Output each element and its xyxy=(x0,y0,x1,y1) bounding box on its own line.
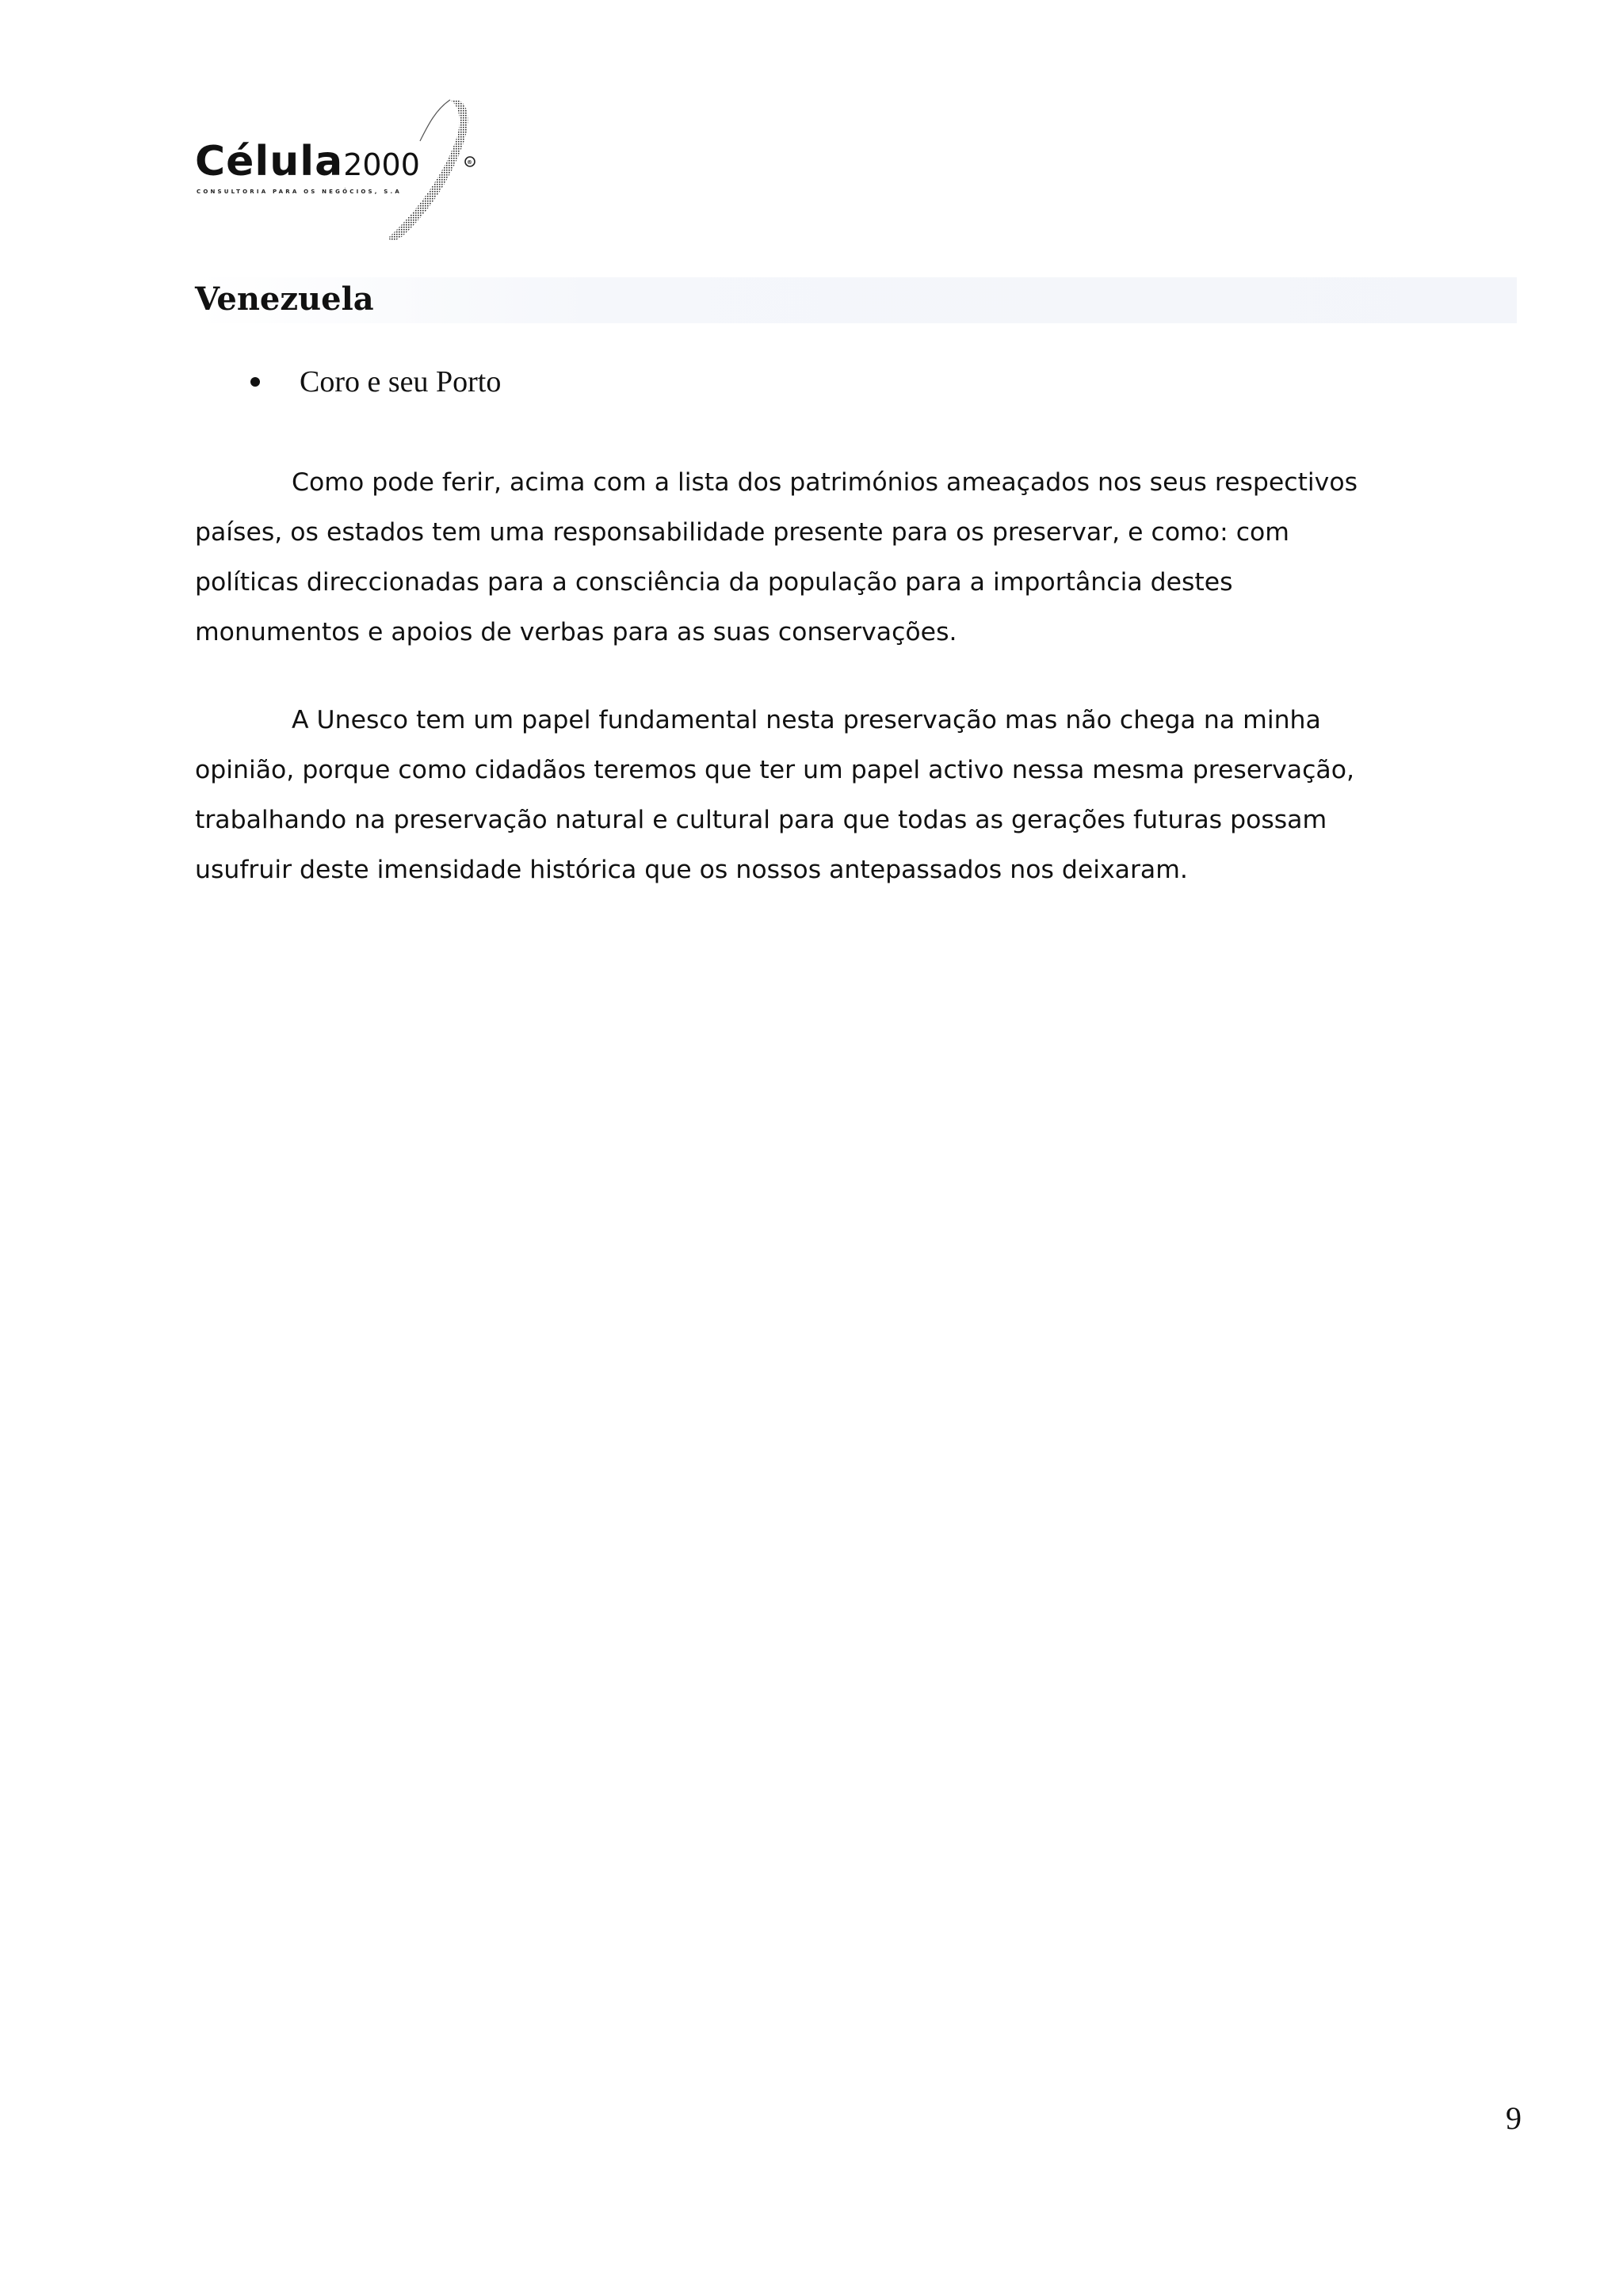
paragraph-line: A Unesco tem um papel fundamental nesta preservação mas não chega na minha xyxy=(292,706,1321,734)
company-logo xyxy=(190,93,507,244)
paragraph-line: trabalhando na preservação natural e cultural para que todas as gerações futuras possam xyxy=(195,806,1327,834)
heading-background xyxy=(193,277,1517,323)
logo-number: 2000 xyxy=(343,147,420,182)
bullet-list-item xyxy=(250,364,501,401)
bullet-text: Coro e seu Porto xyxy=(300,365,502,399)
paragraph-line: usufruir deste imensidade histórica que os nossos antepassados nos deixaram. xyxy=(195,856,1188,884)
section-heading: Venezuela xyxy=(195,280,374,318)
logo-wordmark xyxy=(195,138,420,185)
body-paragraph xyxy=(195,696,1526,895)
page-number: 9 xyxy=(1506,2100,1522,2136)
body-paragraph xyxy=(195,458,1526,658)
logo-name: Célula xyxy=(195,138,344,185)
bullet-icon xyxy=(250,377,260,387)
paragraph-line: políticas direccionadas para a consciência da população para a importância destes xyxy=(195,568,1233,597)
svg-text:®: ® xyxy=(467,159,472,166)
paragraph-line: Como pode ferir, acima com a lista dos patrimónios ameaçados nos seus respectivos xyxy=(292,468,1358,497)
paragraph-line: opinião, porque como cidadãos teremos que ter um papel activo nessa mesma preservação, xyxy=(195,756,1355,784)
logo-tagline: CONSULTORIA PARA OS NEGÓCIOS, S.A xyxy=(197,189,403,195)
paragraph-line: monumentos e apoios de verbas para as suas conservações. xyxy=(195,618,957,646)
paragraph-line: países, os estados tem uma responsabilidade presente para os preservar, e como: com xyxy=(195,518,1289,547)
